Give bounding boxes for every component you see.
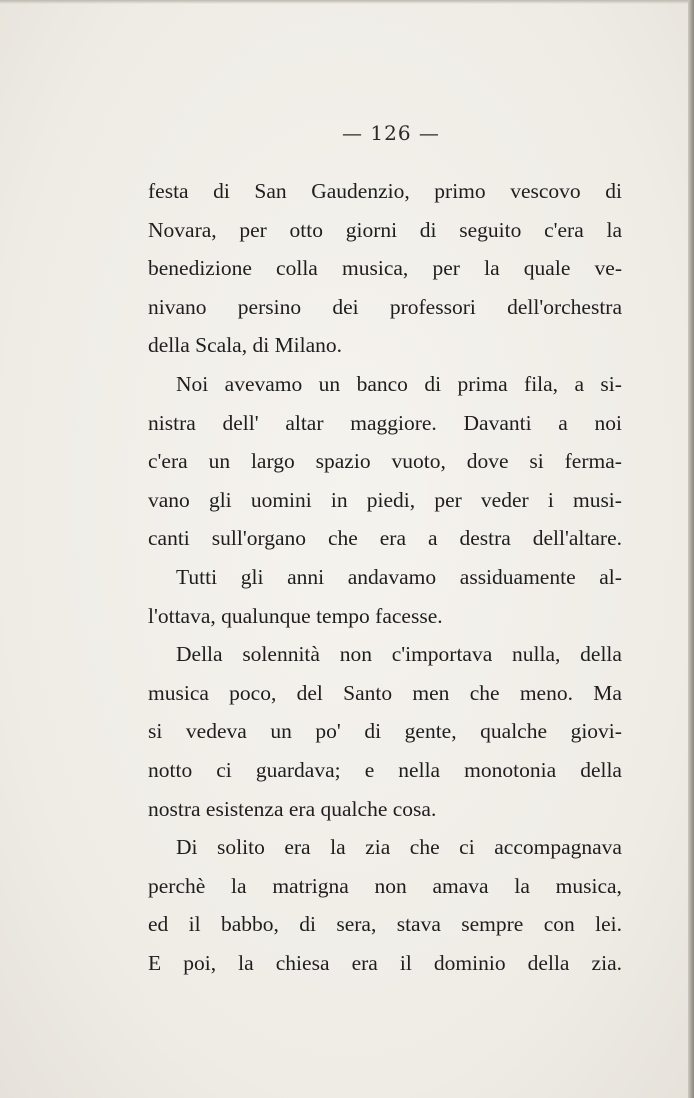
- text-line: nistra dell' altar maggiore. Davanti a noi: [148, 410, 622, 435]
- text-line: musica poco, del Santo men che meno. Ma: [148, 680, 622, 705]
- text-line: nostra esistenza era qualche cosa.: [148, 796, 437, 821]
- text-line: Tutti gli anni andavamo assiduamente al-: [176, 564, 622, 589]
- text-line: della Scala, di Milano.: [148, 333, 343, 358]
- text-line: ed il babbo, di sera, stava sempre con lei.: [148, 912, 622, 937]
- page-right-edge: [688, 0, 694, 1098]
- body-text: [148, 172, 622, 982]
- text-line: Novara, per otto giorni di seguito c'era la: [148, 217, 622, 242]
- text-line: notto ci guardava; e nella monotonia della: [148, 757, 622, 782]
- text-line: nivano persino dei professori dell'orchestra: [148, 294, 622, 319]
- text-line: l'ottava, qualunque tempo facesse.: [148, 603, 443, 628]
- text-line: c'era un largo spazio vuoto, dove si ferma-: [148, 449, 622, 474]
- text-line: si vedeva un po' di gente, qualche giovi-: [148, 719, 622, 744]
- text-line: E poi, la chiesa era il dominio della zia.: [148, 950, 622, 975]
- text-line: benedizione colla musica, per la quale ve-: [148, 256, 622, 281]
- page-top-edge: [0, 0, 694, 4]
- text-line: Della solennità non c'importava nulla, della: [176, 642, 622, 667]
- text-line: Di solito era la zia che ci accompagnava: [176, 835, 622, 860]
- text-line: vano gli uomini in piedi, per veder i musi-: [148, 487, 622, 512]
- text-line: canti sull'organo che era a destra dell'altare.: [148, 526, 622, 551]
- text-line: perchè la matrigna non amava la musica,: [148, 873, 622, 898]
- text-line: Noi avevamo un banco di prima fila, a si-: [176, 371, 622, 396]
- page-number: — 126 —: [342, 121, 440, 145]
- text-line: festa di San Gaudenzio, primo vescovo di: [148, 179, 622, 203]
